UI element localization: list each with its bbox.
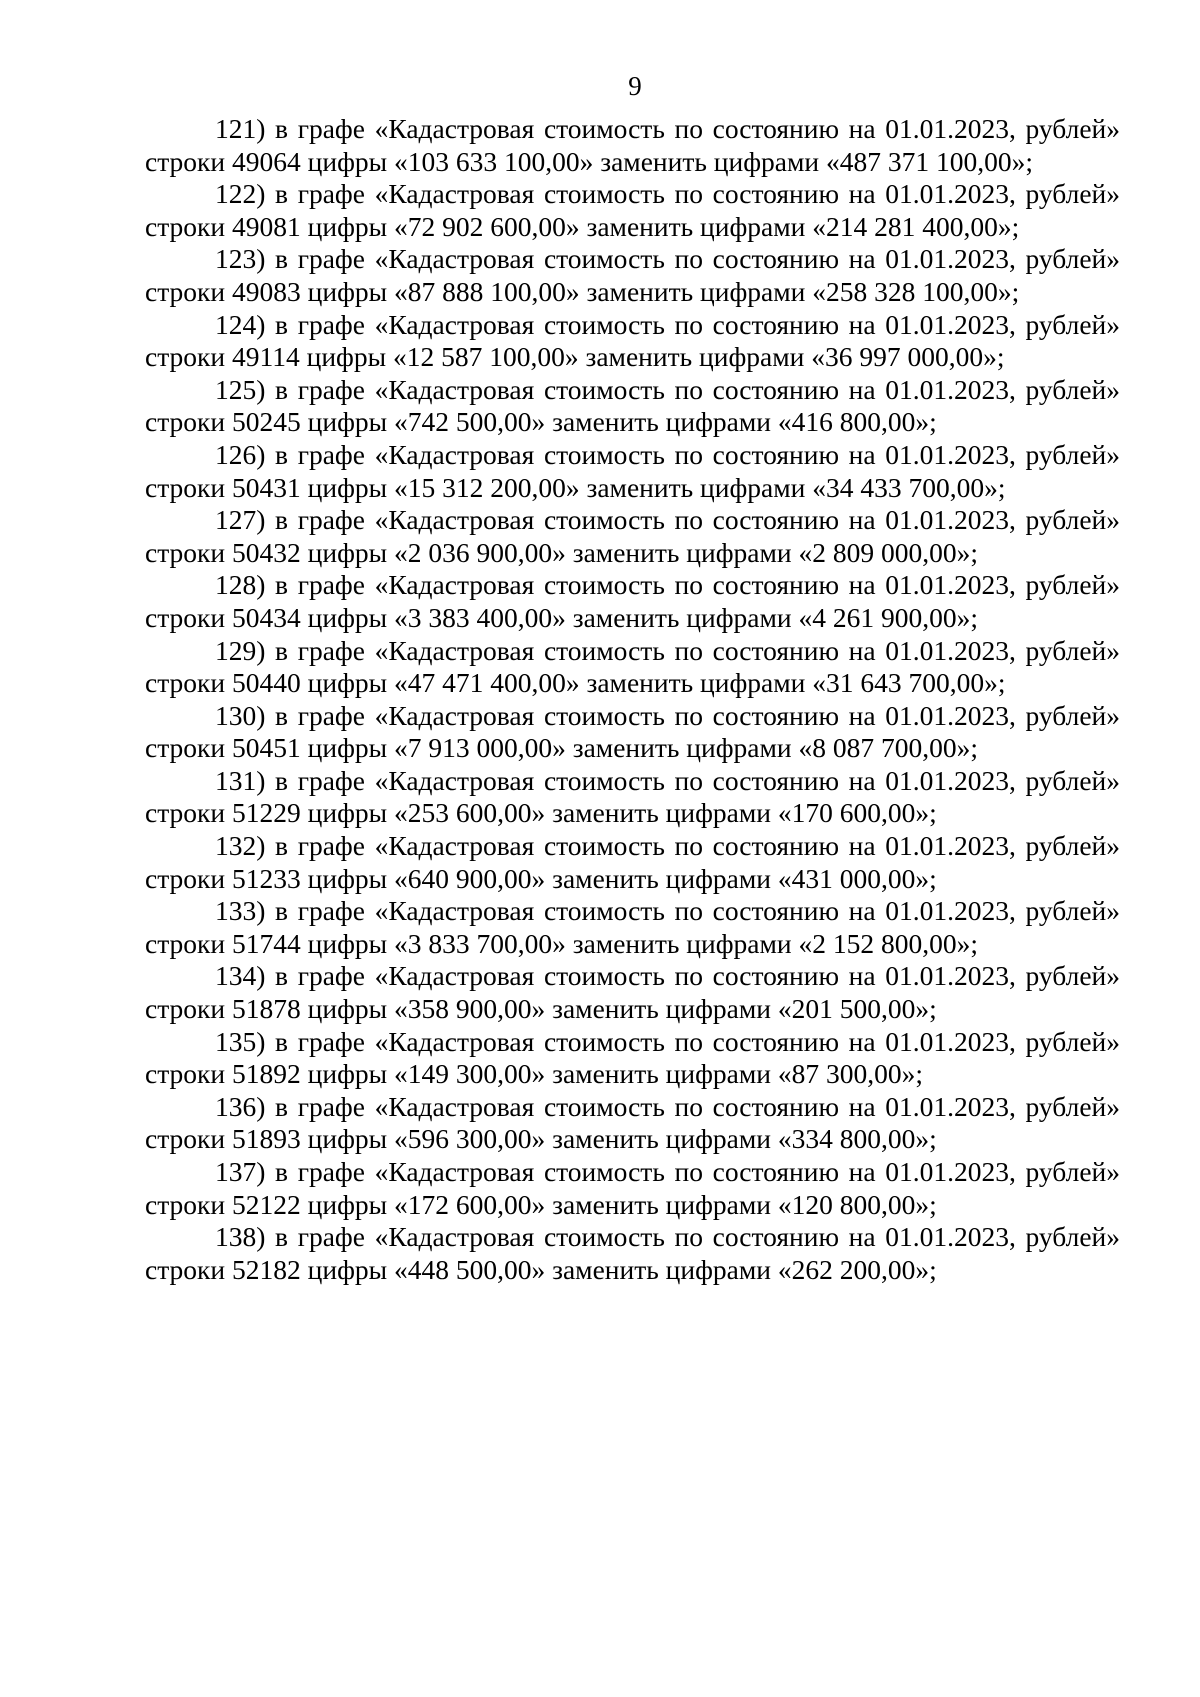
- amendment-item: 127) в графе «Кадастровая стоимость по состоянию на 01.01.2023, рублей» строки 50432 цифры «2 036 900,00» заменить цифрами «2 809 000,00»;: [145, 504, 1120, 568]
- amendment-item: 124) в графе «Кадастровая стоимость по состоянию на 01.01.2023, рублей» строки 49114 цифры «12 587 100,00» заменить цифрами «36 997 000,00»;: [145, 308, 1120, 373]
- amendment-item: 126) в графе «Кадастровая стоимость по состоянию на 01.01.2023, рублей» строки 50431 цифры «15 312 200,00» заменить цифрами «34 433 700,00»;: [145, 438, 1120, 503]
- amendment-item: 131) в графе «Кадастровая стоимость по состоянию на 01.01.2023, рублей» строки 51229 цифры «253 600,00» заменить цифрами «170 600,00»;: [145, 764, 1120, 829]
- page-number: 9: [628, 71, 642, 101]
- amendment-item: 128) в графе «Кадастровая стоимость по состоянию на 01.01.2023, рублей» строки 50434 цифры «3 383 400,00» заменить цифрами «4 261 900,00»;: [145, 569, 1120, 633]
- amendment-item: 130) в графе «Кадастровая стоимость по состоянию на 01.01.2023, рублей» строки 50451 цифры «7 913 000,00» заменить цифрами «8 087 700,00»;: [145, 699, 1120, 764]
- amendment-item: 138) в графе «Кадастровая стоимость по состоянию на 01.01.2023, рублей» строки 52182 цифры «448 500,00» заменить цифрами «262 200,00»;: [145, 1221, 1120, 1285]
- amendment-item: 122) в графе «Кадастровая стоимость по состоянию на 01.01.2023, рублей» строки 49081 цифры «72 902 600,00» заменить цифрами «214 281 400,00»;: [145, 178, 1120, 242]
- amendment-item: 121) в графе «Кадастровая стоимость по состоянию на 01.01.2023, рублей» строки 49064 цифры «103 633 100,00» заменить цифрами «487 371 100,00»;: [145, 113, 1120, 177]
- amendment-item: 129) в графе «Кадастровая стоимость по состоянию на 01.01.2023, рублей» строки 50440 цифры «47 471 400,00» заменить цифрами «31 643 700,00»;: [145, 634, 1120, 699]
- amendment-item: 123) в графе «Кадастровая стоимость по состоянию на 01.01.2023, рублей» строки 49083 цифры «87 888 100,00» заменить цифрами «258 328 100,00»;: [145, 243, 1120, 307]
- amendment-item: 125) в графе «Кадастровая стоимость по состоянию на 01.01.2023, рублей» строки 50245 цифры «742 500,00» заменить цифрами «416 800,00»;: [145, 373, 1120, 438]
- amendment-item: 133) в графе «Кадастровая стоимость по состоянию на 01.01.2023, рублей» строки 51744 цифры «3 833 700,00» заменить цифрами «2 152 800,00»;: [145, 895, 1120, 959]
- amendment-list: [145, 113, 1120, 1286]
- amendment-item: 135) в графе «Кадастровая стоимость по состоянию на 01.01.2023, рублей» строки 51892 цифры «149 300,00» заменить цифрами «87 300,00»;: [145, 1025, 1120, 1090]
- amendment-item: 132) в графе «Кадастровая стоимость по состоянию на 01.01.2023, рублей» строки 51233 цифры «640 900,00» заменить цифрами «431 000,00»;: [145, 830, 1120, 894]
- amendment-item: 136) в графе «Кадастровая стоимость по состоянию на 01.01.2023, рублей» строки 51893 цифры «596 300,00» заменить цифрами «334 800,00»;: [145, 1090, 1120, 1155]
- amendment-item: 137) в графе «Кадастровая стоимость по состоянию на 01.01.2023, рублей» строки 52122 цифры «172 600,00» заменить цифрами «120 800,00»;: [145, 1156, 1120, 1220]
- amendment-item: 134) в графе «Кадастровая стоимость по состоянию на 01.01.2023, рублей» строки 51878 цифры «358 900,00» заменить цифрами «201 500,00»;: [145, 960, 1120, 1025]
